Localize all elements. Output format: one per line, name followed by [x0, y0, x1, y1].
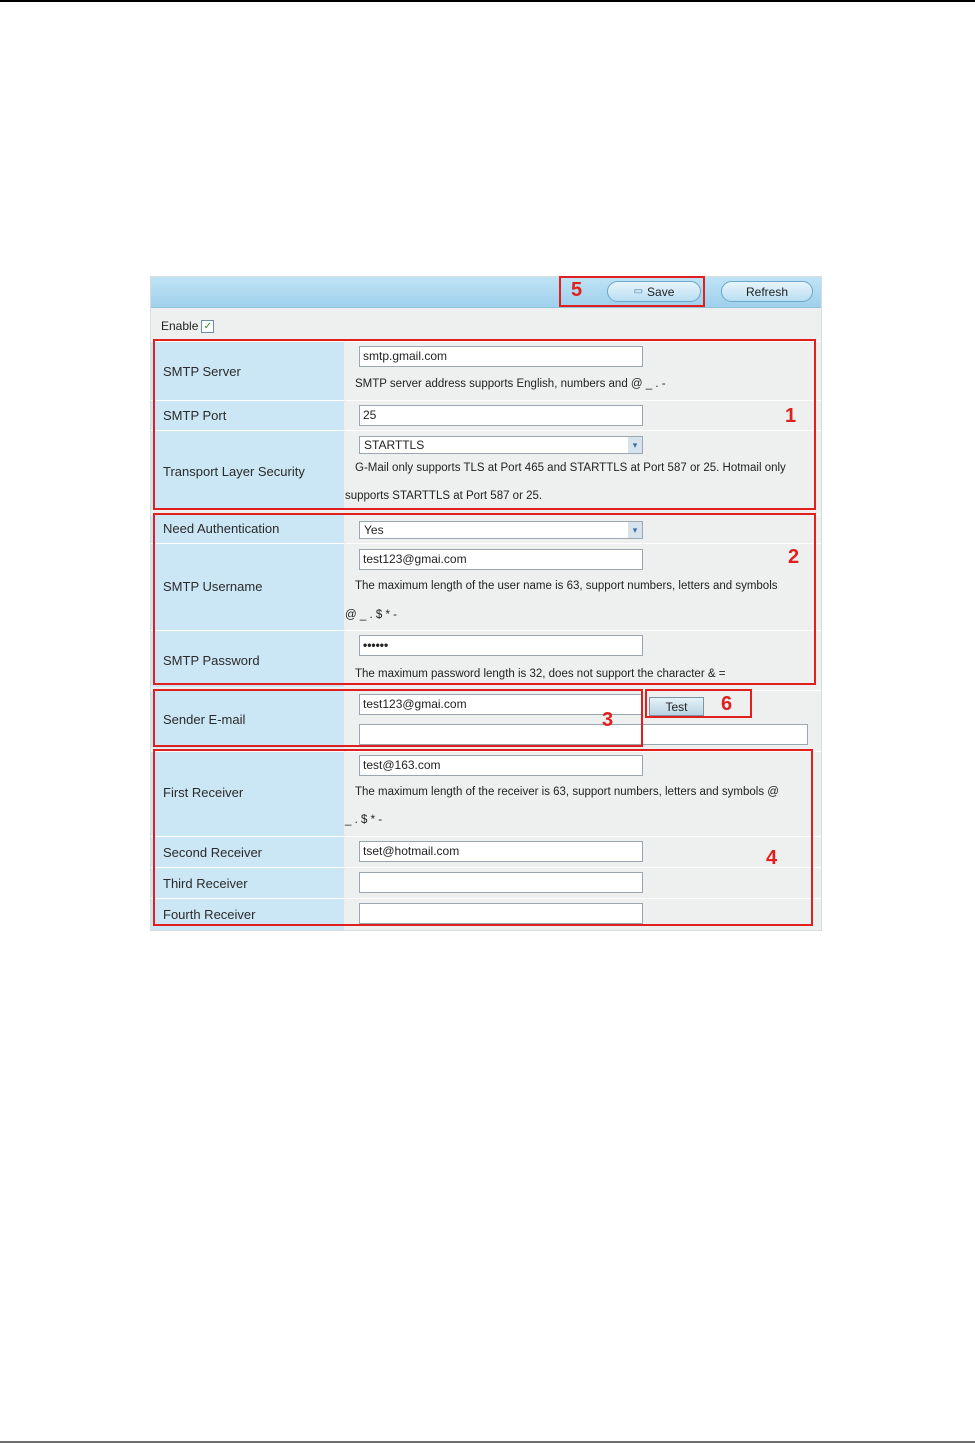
smtp-server-label: SMTP Server [163, 364, 241, 379]
callout-number-2: 2 [788, 546, 800, 568]
tls-label: Transport Layer Security [163, 464, 305, 479]
first-receiver-hint-line2: _ . $ * - [345, 814, 383, 826]
chevron-down-icon: ▾ [628, 522, 642, 538]
smtp-port-label: SMTP Port [163, 408, 227, 423]
callout-box-4 [153, 749, 813, 926]
first-receiver-input[interactable]: test@163.com [359, 755, 643, 776]
smtp-username-input[interactable]: test123@gmai.com [359, 549, 643, 570]
fourth-receiver-label: Fourth Receiver [163, 907, 256, 922]
smtp-username-hint-line1: The maximum length of the user name is 63, support numbers, letters and symbols [355, 580, 778, 592]
smtp-username-label: SMTP Username [163, 579, 263, 594]
smtp-password-input[interactable]: •••••• [359, 635, 643, 656]
enable-label: Enable [161, 319, 199, 333]
third-receiver-label: Third Receiver [163, 876, 248, 891]
bottom-rule [0, 1441, 975, 1443]
smtp-port-input[interactable]: 25 [359, 405, 643, 426]
save-label: Save [647, 284, 675, 299]
callout-box-1 [153, 339, 816, 510]
callout-number-4: 4 [766, 847, 778, 869]
chevron-down-icon: ▾ [628, 437, 642, 453]
callout-number-3: 3 [602, 709, 614, 731]
refresh-button[interactable] [721, 281, 813, 302]
sender-email-label: Sender E-mail [163, 712, 246, 727]
smtp-server-hint: SMTP server address supports English, numbers and @ _ . - [355, 378, 666, 390]
sender-email-input[interactable]: test123@gmai.com [359, 694, 643, 715]
second-receiver-label: Second Receiver [163, 845, 262, 860]
smtp-server-input[interactable]: smtp.gmail.com [359, 346, 643, 367]
first-receiver-label: First Receiver [163, 785, 244, 800]
callout-box-3 [153, 689, 643, 747]
enable-row [161, 319, 214, 333]
tls-hint-line2: supports STARTTLS at Port 587 or 25. [345, 490, 543, 502]
callout-number-6: 6 [721, 693, 733, 715]
second-receiver-input[interactable]: tset@hotmail.com [359, 841, 643, 862]
refresh-label: Refresh [745, 284, 789, 299]
need-auth-value: Yes [364, 523, 384, 537]
toolbar [151, 277, 821, 308]
smtp-username-hint-line2: @ _ . $ * - [345, 609, 397, 621]
first-receiver-hint-line1: The maximum length of the receiver is 63, support numbers, letters and symbols @ [355, 786, 779, 798]
callout-box-2 [153, 513, 816, 685]
tls-hint-line1: G-Mail only supports TLS at Port 465 and STARTTLS at Port 587 or 25. Hotmail only [355, 462, 786, 474]
callout-number-1: 1 [785, 405, 797, 427]
callout-box-6 [645, 689, 752, 718]
save-icon: ▭ [633, 286, 644, 297]
callout-number-5: 5 [571, 279, 583, 301]
test-button[interactable]: Test [649, 697, 704, 716]
smtp-password-label: SMTP Password [163, 653, 260, 668]
enable-checkbox[interactable]: ✓ [201, 320, 214, 333]
top-rule [0, 0, 975, 2]
tls-select-value: STARTTLS [364, 438, 425, 452]
smtp-password-hint: The maximum password length is 32, does not support the character & = [355, 668, 726, 680]
need-auth-label: Need Authentication [163, 521, 280, 536]
